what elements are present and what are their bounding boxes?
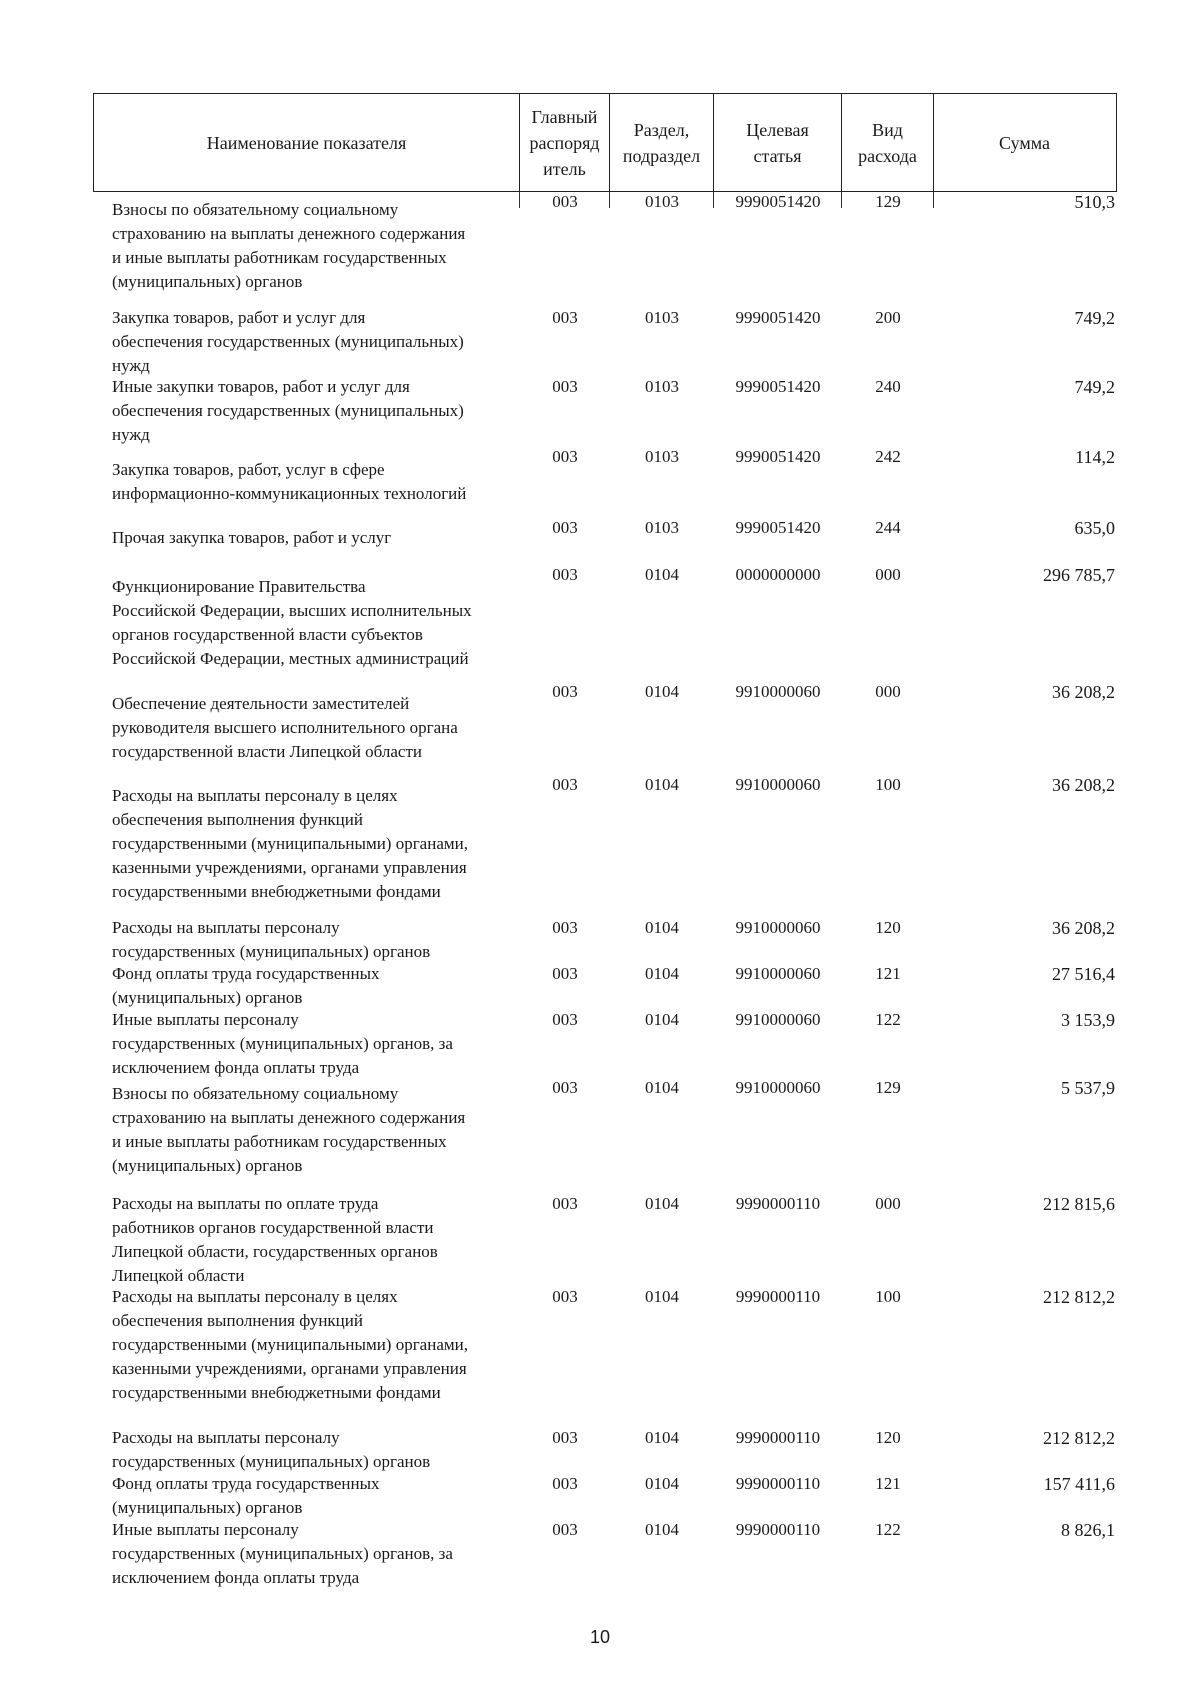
row-section: 0104 [645,964,679,983]
row-name: Закупка товаров, работ, услуг в сфере информационно-коммуникационных технологий [112,460,467,503]
row-target: 9910000060 [735,918,821,937]
row-section: 0104 [645,565,679,584]
row-type: 121 [875,1474,901,1493]
row-target: 9990051420 [735,518,821,537]
row-section: 0103 [645,447,679,466]
row-chief: 003 [552,1428,578,1447]
row-sum: 212 812,2 [1043,1428,1115,1448]
row-section: 0104 [645,1010,679,1029]
row-chief: 003 [552,1194,578,1213]
row-target: 9990000110 [735,1474,821,1493]
row-type: 242 [875,447,901,466]
row-sum: 36 208,2 [1052,682,1115,702]
row-sum: 296 785,7 [1043,565,1115,585]
row-sum: 635,0 [1074,518,1115,538]
row-type: 240 [875,377,901,396]
row-section: 0103 [645,518,679,537]
header-target: Целевая статья [714,94,842,191]
row-sum: 212 812,2 [1043,1287,1115,1307]
row-chief: 003 [552,775,578,794]
row-type: 100 [875,1287,901,1306]
row-target: 9990000110 [735,1194,821,1213]
row-target: 9990051420 [735,377,821,396]
row-type: 122 [875,1520,901,1539]
row-section: 0103 [645,192,679,211]
row-sum: 36 208,2 [1052,918,1115,938]
row-chief: 003 [552,964,578,983]
row-name: Расходы на выплаты персоналу в целях обеспечения выполнения функций государственными (муниципальными) органами, казенными учреждениями, органами управления государственными внебюджетными фондами [112,786,468,901]
header-name: Наименование показателя [94,94,520,191]
row-name: Расходы на выплаты по оплате труда работников органов государственной власти Липецкой области, государственных органов Липецкой области [112,1194,438,1285]
row-name: Иные закупки товаров, работ и услуг для обеспечения государственных (муниципальных) нужд [112,377,464,444]
row-target: 9910000060 [735,1010,821,1029]
row-target: 9990051420 [735,308,821,327]
header-sum: Сумма [999,132,1050,153]
row-type: 120 [875,1428,901,1447]
row-type: 000 [875,1194,901,1213]
row-name: Фонд оплаты труда государственных (муниципальных) органов [112,964,380,1007]
row-sum: 212 815,6 [1043,1194,1115,1214]
row-name: Взносы по обязательному социальному страхованию на выплаты денежного содержания и иные выплаты работникам государственных (муниципальных) органов [112,200,466,291]
row-type: 121 [875,964,901,983]
row-sum: 510,3 [1074,192,1115,212]
row-target: 9910000060 [735,964,821,983]
header-chief: Главный распоряд итель [520,94,610,191]
row-target: 9990000110 [735,1287,821,1306]
row-name: Расходы на выплаты персоналу государственных (муниципальных) органов [112,918,431,961]
page-number: 10 [589,1627,611,1647]
row-name: Иные выплаты персоналу государственных (муниципальных) органов, за исключением фонда оплаты труда [112,1010,453,1077]
row-target: 9990000110 [735,1520,821,1539]
row-section: 0103 [645,308,679,327]
row-sum: 36 208,2 [1052,775,1115,795]
row-name: Расходы на выплаты персоналу государственных (муниципальных) органов [112,1428,431,1471]
row-target: 9990051420 [735,447,821,466]
row-name: Закупка товаров, работ и услуг для обеспечения государственных (муниципальных) нужд [112,308,464,375]
row-section: 0104 [645,1428,679,1447]
row-type: 129 [875,1078,901,1097]
row-name: Обеспечение деятельности заместителей руководителя высшего исполнительного органа государственной власти Липецкой области [112,694,458,761]
row-section: 0104 [645,1474,679,1493]
row-sum: 749,2 [1074,377,1115,397]
row-target: 9990051420 [735,192,821,211]
row-chief: 003 [552,192,578,211]
row-type: 200 [875,308,901,327]
row-sum: 3 153,9 [1061,1010,1115,1030]
row-section: 0104 [645,1194,679,1213]
row-chief: 003 [552,918,578,937]
row-section: 0103 [645,377,679,396]
row-chief: 003 [552,565,578,584]
header-section: Раздел, подраздел [610,94,714,191]
row-chief: 003 [552,1474,578,1493]
row-chief: 003 [552,308,578,327]
row-section: 0104 [645,775,679,794]
row-chief: 003 [552,377,578,396]
row-sum: 749,2 [1074,308,1115,328]
row-target: 0000000000 [735,565,821,584]
header-type: Вид расхода [842,94,934,191]
row-section: 0104 [645,1520,679,1539]
row-section: 0104 [645,918,679,937]
row-sum: 8 826,1 [1061,1520,1115,1540]
row-section: 0104 [645,682,679,701]
row-type: 120 [875,918,901,937]
row-sum: 27 516,4 [1052,964,1115,984]
row-chief: 003 [552,1520,578,1539]
row-name: Расходы на выплаты персоналу в целях обеспечения выполнения функций государственными (муниципальными) органами, казенными учреждениями, органами управления государственными внебюджетными фондами [112,1287,468,1402]
row-type: 100 [875,775,901,794]
row-section: 0104 [645,1287,679,1306]
row-type: 000 [875,682,901,701]
row-name: Иные выплаты персоналу государственных (муниципальных) органов, за исключением фонда оплаты труда [112,1520,453,1587]
row-target: 9910000060 [735,775,821,794]
row-type: 244 [875,518,901,537]
row-target: 9990000110 [735,1428,821,1447]
row-name: Взносы по обязательному социальному страхованию на выплаты денежного содержания и иные выплаты работникам государственных (муниципальных) органов [112,1084,466,1175]
row-name: Функционирование Правительства Российской Федерации, высших исполнительных органов государственной власти субъектов Российской Федерации, местных администраций [112,577,472,668]
row-name: Прочая закупка товаров, работ и услуг [112,528,392,547]
row-type: 122 [875,1010,901,1029]
row-section: 0104 [645,1078,679,1097]
row-chief: 003 [552,447,578,466]
row-chief: 003 [552,518,578,537]
row-target: 9910000060 [735,1078,821,1097]
row-sum: 157 411,6 [1043,1474,1115,1494]
row-chief: 003 [552,1287,578,1306]
row-chief: 003 [552,682,578,701]
row-sum: 5 537,9 [1061,1078,1115,1098]
row-type: 000 [875,565,901,584]
row-chief: 003 [552,1010,578,1029]
row-name: Фонд оплаты труда государственных (муниципальных) органов [112,1474,380,1517]
row-target: 9910000060 [735,682,821,701]
row-sum: 114,2 [1075,447,1115,467]
row-type: 129 [875,192,901,211]
row-chief: 003 [552,1078,578,1097]
